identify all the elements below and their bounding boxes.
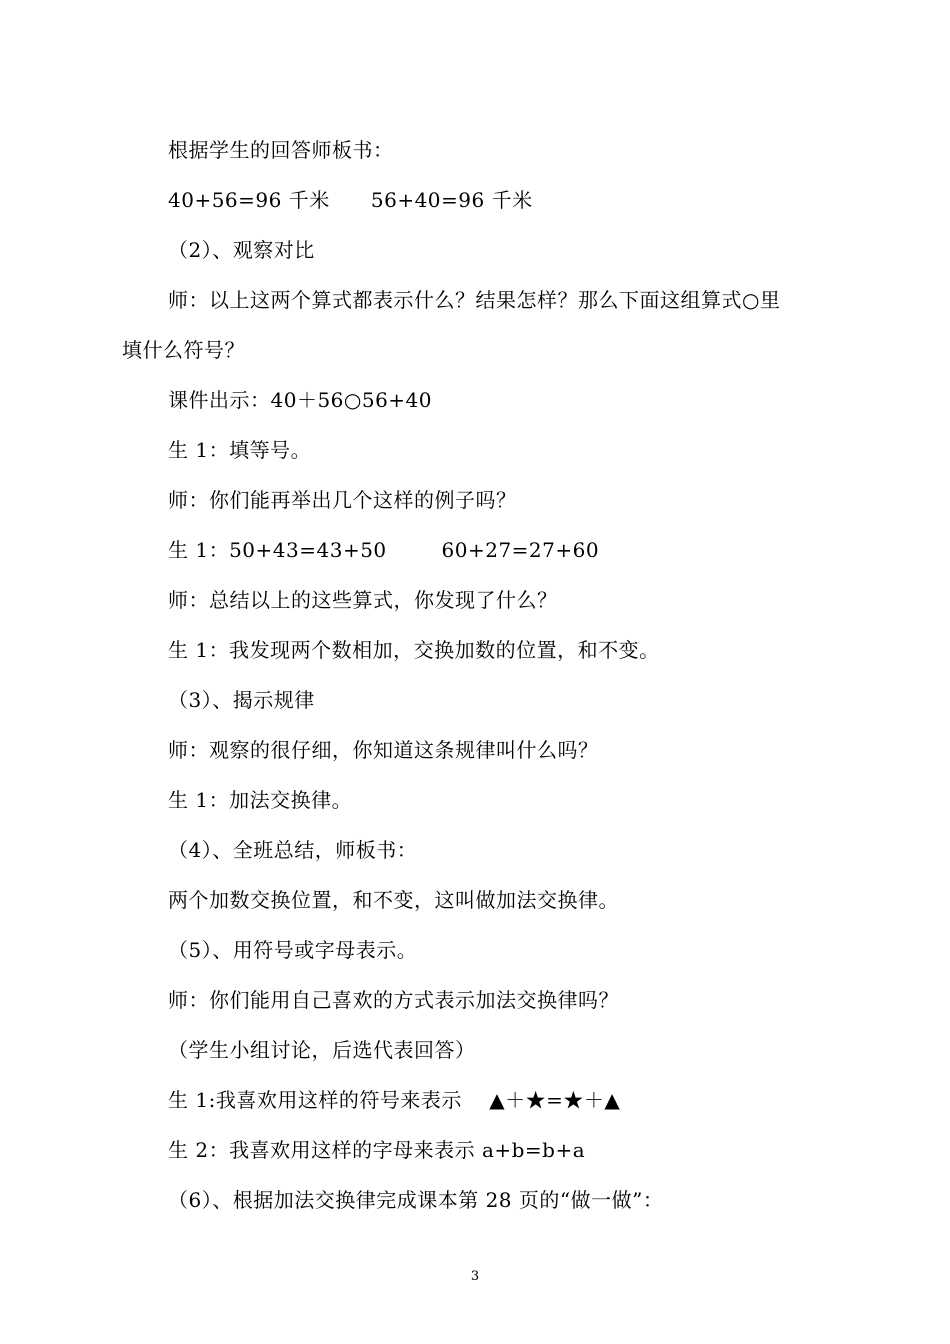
text-line-4: 师：以上这两个算式都表示什么？结果怎样？那么下面这组算式○里 [168,288,781,312]
text-line-8: 师：你们能再举出几个这样的例子吗？ [168,488,517,512]
page-number: 3 [470,1269,480,1284]
text-line-20: 生 1:我喜欢用这样的符号来表示 ▲＋★=★＋▲ [168,1088,621,1112]
text-line-5: 填什么符号？ [122,338,245,362]
text-line-2: 40+56=96 千米 56+40=96 千米 [168,188,533,212]
text-line-16: 两个加数交换位置，和不变，这叫做加法交换律。 [168,888,619,912]
text-line-1: 根据学生的回答师板书： [168,138,394,162]
section-heading-4: （4）、全班总结，师板书： [168,838,418,862]
section-heading-2: （2）、观察对比 [168,238,315,262]
text-line-7: 生 1：填等号。 [168,438,312,462]
section-heading-3: （3）、揭示规律 [168,688,315,712]
text-line-10: 师：总结以上的这些算式，你发现了什么？ [168,588,558,612]
text-line-14: 生 1：加法交换律。 [168,788,353,812]
section-heading-6: （6）、根据加法交换律完成课本第 28 页的“做一做”： [168,1188,664,1212]
text-line-6: 课件出示：40＋56○56+40 [168,388,433,412]
text-line-21: 生 2：我喜欢用这样的字母来表示 a+b=b+a [168,1138,586,1162]
text-line-19: （学生小组讨论，后选代表回答） [168,1038,476,1062]
section-heading-5: （5）、用符号或字母表示。 [168,938,418,962]
text-line-13: 师：观察的很仔细，你知道这条规律叫什么吗？ [168,738,599,762]
text-line-11: 生 1：我发现两个数相加，交换加数的位置，和不变。 [168,638,660,662]
text-line-18: 师：你们能用自己喜欢的方式表示加法交换律吗？ [168,988,619,1012]
text-line-9: 生 1：50+43=43+50 60+27=27+60 [168,538,600,562]
